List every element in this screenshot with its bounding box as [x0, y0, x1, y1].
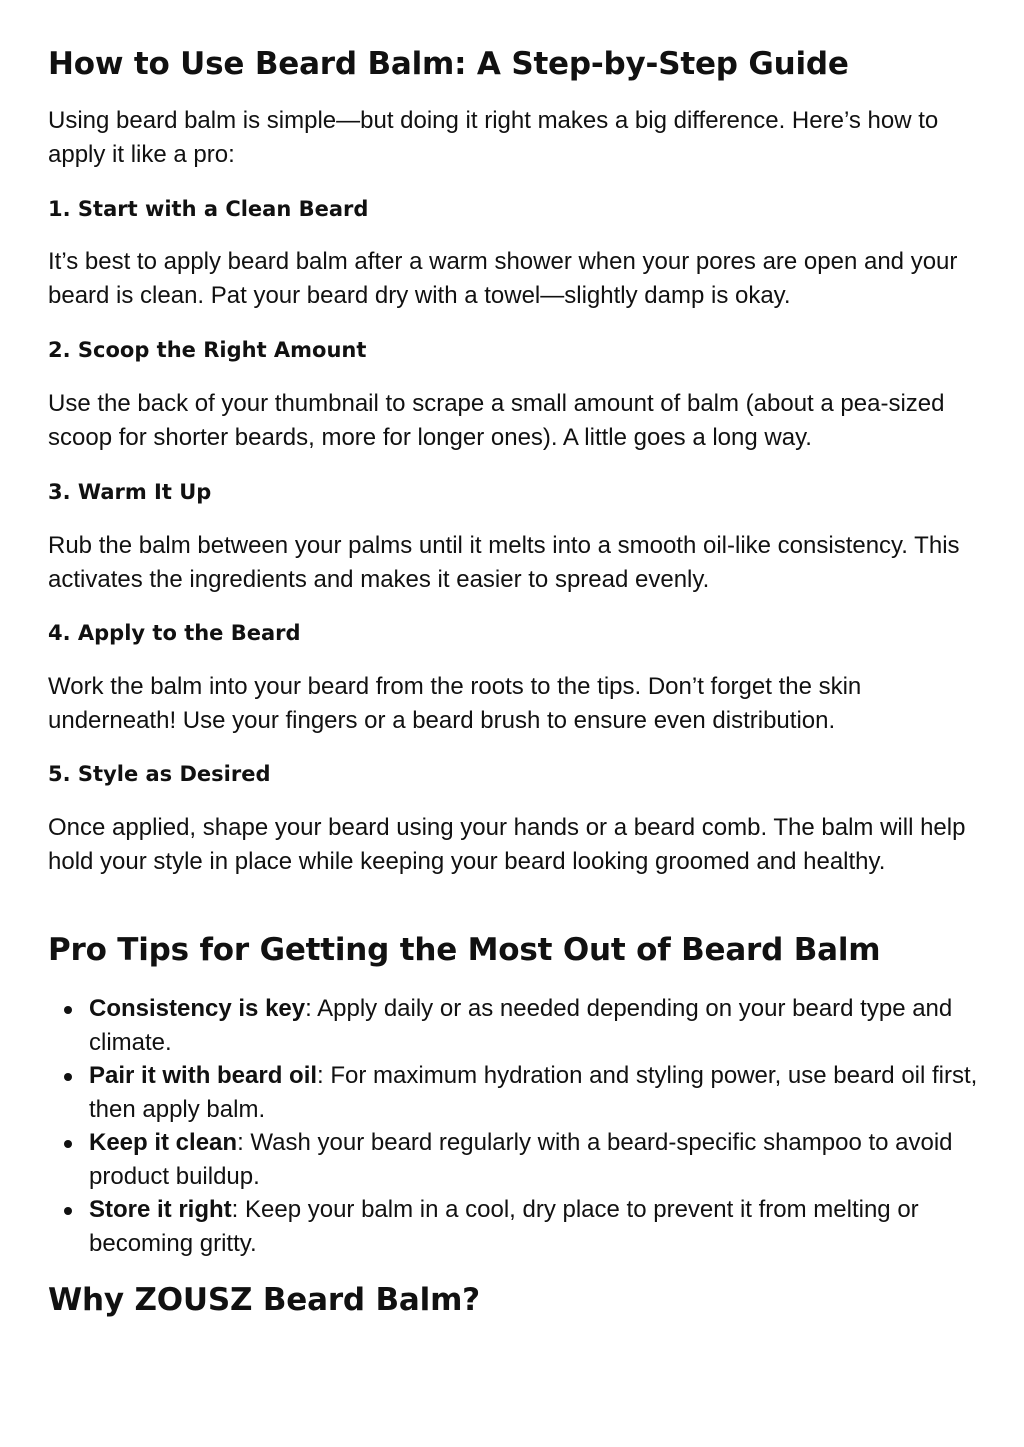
- bullet-icon: [64, 1006, 72, 1014]
- bullet-icon: [64, 1073, 72, 1081]
- step-2-body: Use the back of your thumbnail to scrape a small amount of balm (about a pea-sized scoop for shorter beards, more for longer ones). A little goes a long way.: [48, 390, 945, 451]
- step-1-heading: 1. Start with a Clean Beard: [48, 197, 369, 221]
- step-5-body: Once applied, shape your beard using your hands or a beard comb. The balm will help hold your style in place while keeping your beard looking groomed and healthy.: [48, 814, 966, 875]
- tip-label: Pair it with beard oil: [89, 1062, 318, 1089]
- tip-label: Store it right: [89, 1196, 232, 1223]
- tips-title: Pro Tips for Getting the Most Out of Beard Balm: [48, 932, 881, 968]
- why-title: Why ZOUSZ Beard Balm?: [48, 1282, 480, 1318]
- tip-item: [48, 1193, 978, 1260]
- tip-text: : Apply daily or as needed depending on your beard type and climate.: [89, 995, 953, 1056]
- guide-title: How to Use Beard Balm: A Step-by-Step Guide: [48, 46, 849, 82]
- tip-item: [48, 992, 978, 1059]
- step-5-heading: 5. Style as Desired: [48, 762, 271, 786]
- step-2-heading: 2. Scoop the Right Amount: [48, 338, 367, 362]
- tip-label: Consistency is key: [89, 995, 306, 1022]
- tip-text: : Keep your balm in a cool, dry place to prevent it from melting or becoming gritty.: [89, 1196, 919, 1257]
- step-1-body: It’s best to apply beard balm after a warm shower when your pores are open and your beard is clean. Pat your beard dry with a towel—slightly damp is okay.: [48, 248, 958, 309]
- guide-intro: Using beard balm is simple—but doing it right makes a big difference. Here’s how to apply it like a pro:: [48, 107, 939, 168]
- step-3-body: Rub the balm between your palms until it melts into a smooth oil-like consistency. This activates the ingredients and makes it easier to spread evenly.: [48, 532, 960, 593]
- bullet-icon: [64, 1207, 72, 1215]
- tip-text: : For maximum hydration and styling power, use beard oil first, then apply balm.: [89, 1062, 978, 1123]
- tip-item: [48, 1126, 978, 1193]
- step-3-heading: 3. Warm It Up: [48, 480, 212, 504]
- tip-text: : Wash your beard regularly with a beard-specific shampoo to avoid product buildup.: [89, 1129, 953, 1190]
- bullet-icon: [64, 1140, 72, 1148]
- tips-list: [48, 992, 978, 1260]
- tip-label: Keep it clean: [89, 1129, 238, 1156]
- tip-item: [48, 1059, 978, 1126]
- step-4-body: Work the balm into your beard from the roots to the tips. Don’t forget the skin underneath! Use your fingers or a beard brush to ensure even distribution.: [48, 673, 862, 734]
- step-4-heading: 4. Apply to the Beard: [48, 621, 301, 645]
